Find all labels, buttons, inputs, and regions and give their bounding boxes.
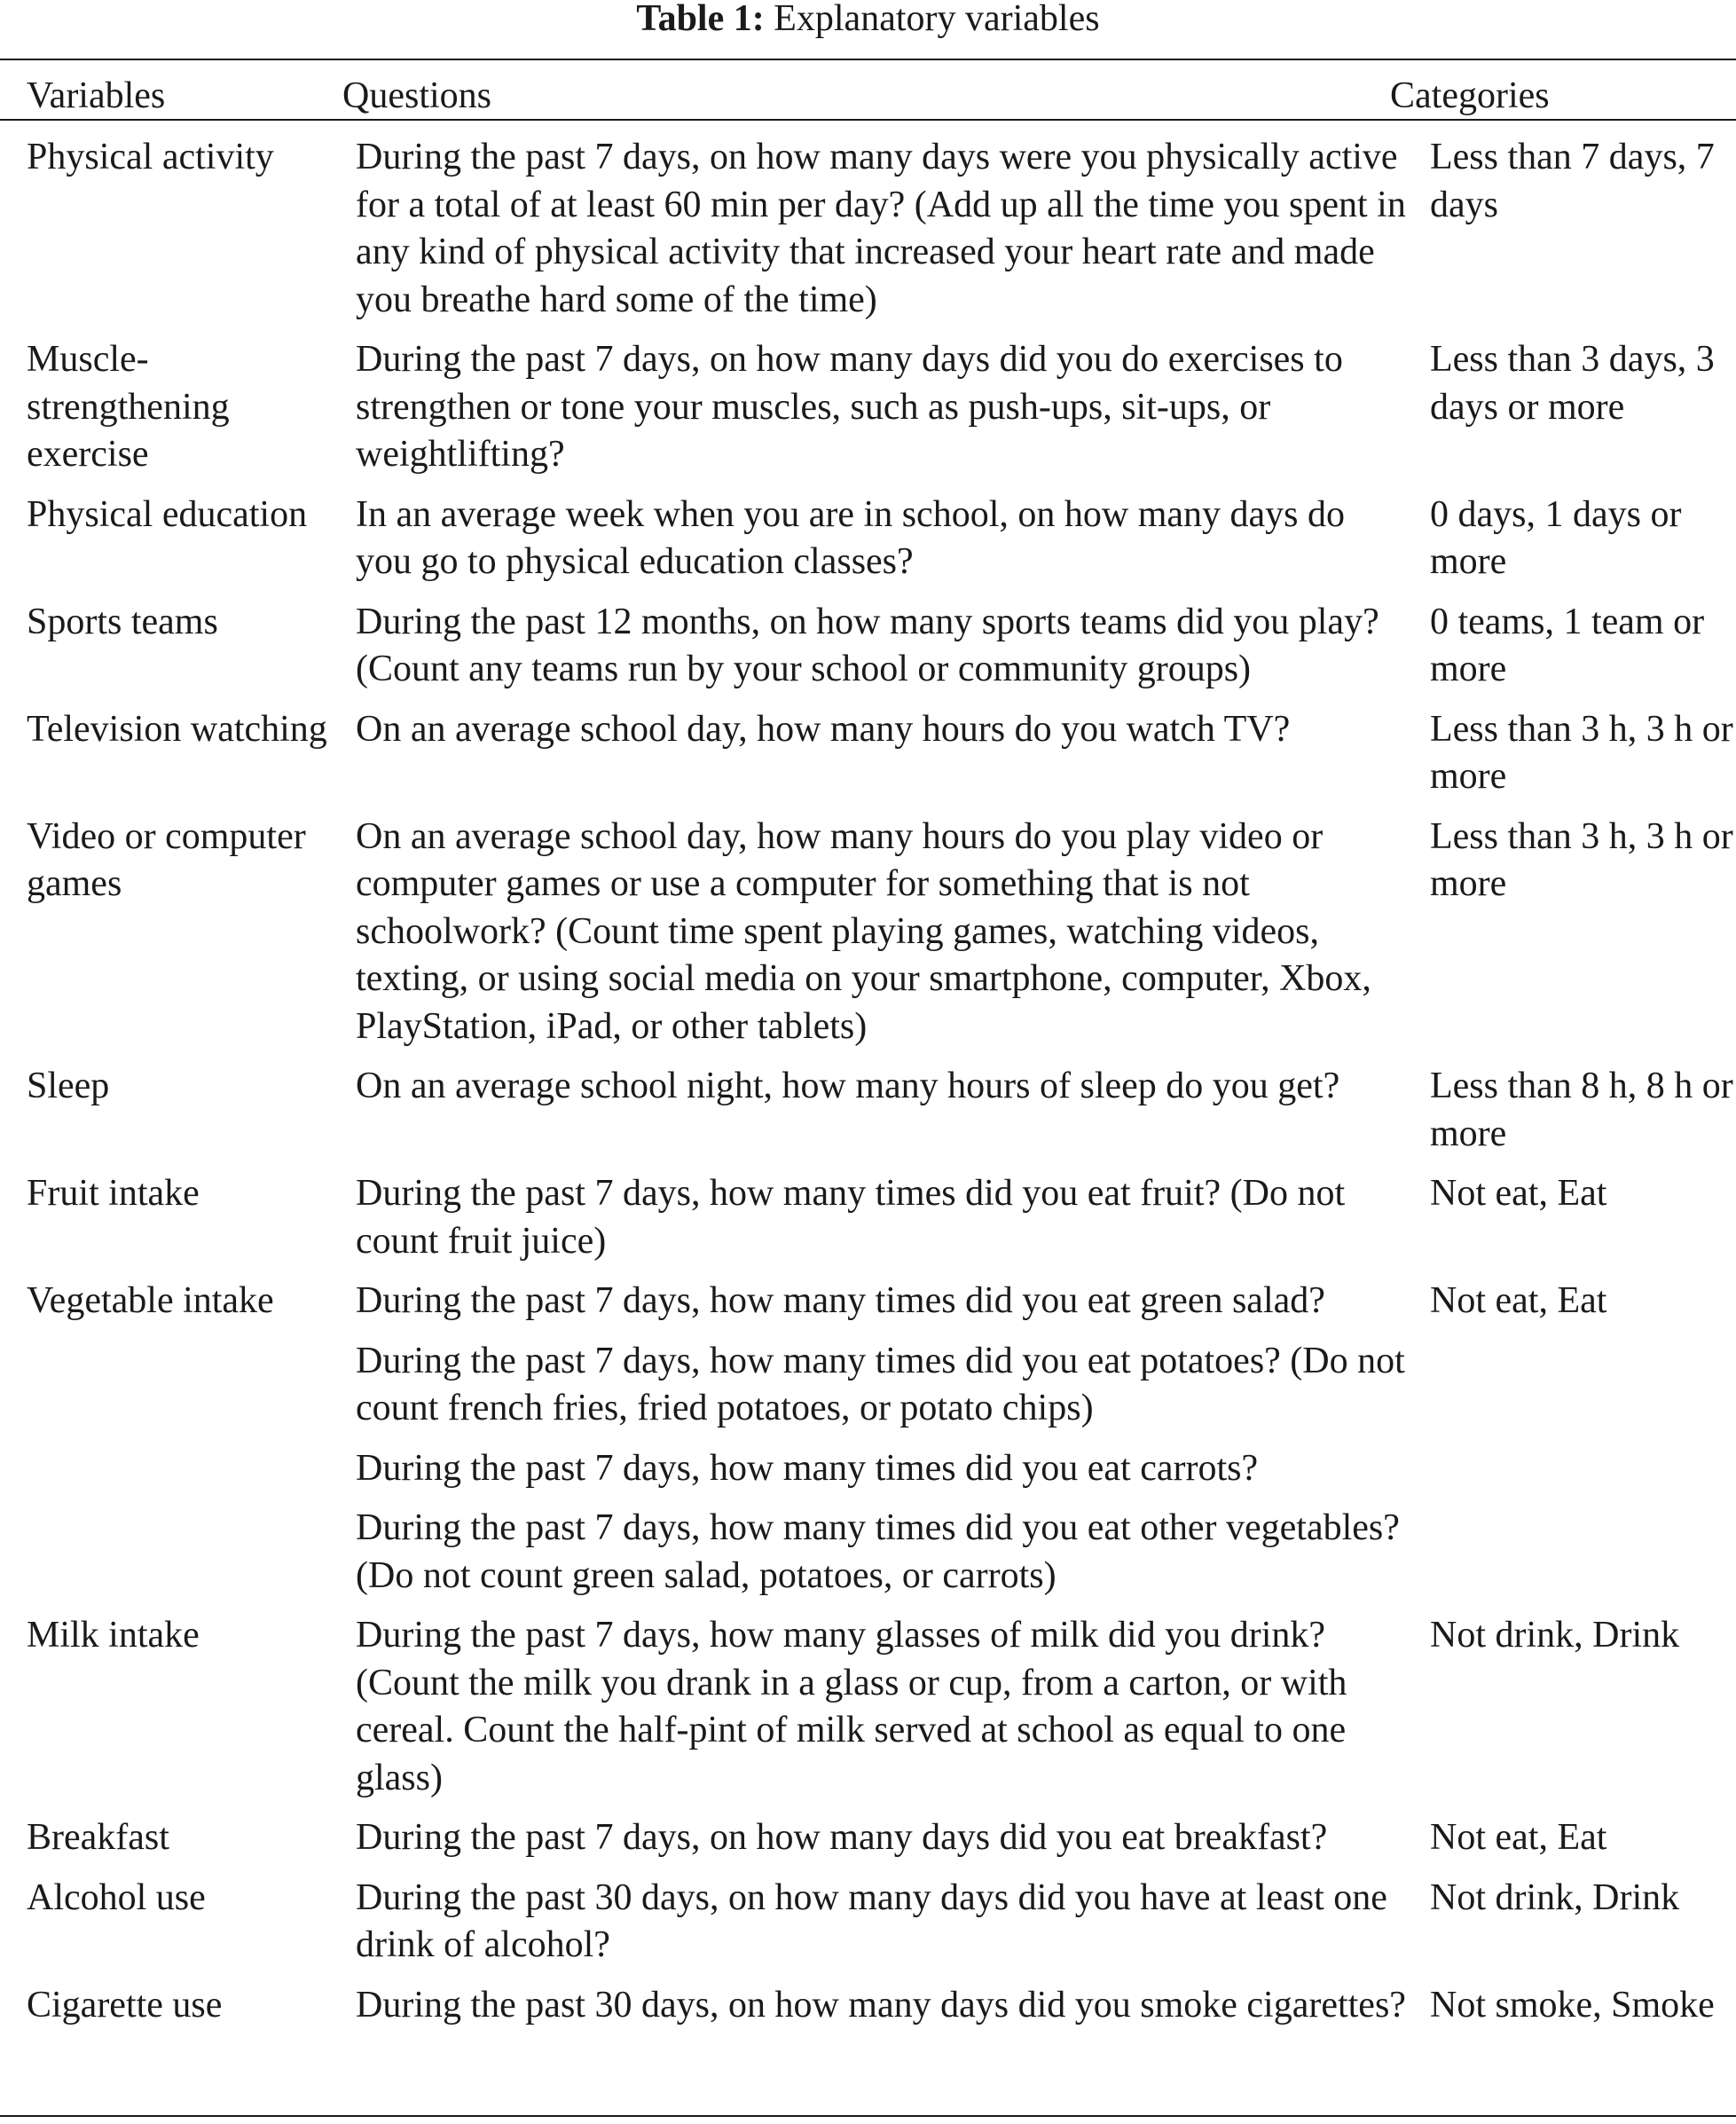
categories-cell: Less than 8 h, 8 h or more (1430, 1066, 1733, 1154)
questions-cell (342, 134, 1408, 324)
categories-cell: Not eat, Eat (1430, 1817, 1607, 1858)
table-row (0, 599, 1736, 694)
table-row (0, 1278, 1736, 1600)
variable-cell: Physical activity (27, 137, 274, 177)
variable-cell: Television watching (27, 708, 327, 750)
table-row (0, 1170, 1736, 1265)
question-text: In an average week when you are in school, on how many days do you go to physical education classes? (356, 493, 1345, 582)
caption-text: Explanatory variables (774, 0, 1100, 39)
question-text: During the past 7 days, how many times did you eat fruit? (Do not count fruit juice) (356, 1173, 1346, 1262)
table-row (0, 1612, 1736, 1802)
question-text: During the past 12 months, on how many sports teams did you play? (Count any teams run by your school or community groups) (356, 601, 1379, 689)
variable-cell: Muscle-strengthening exercise (27, 339, 230, 475)
top-rule (0, 59, 1736, 60)
header-variables: Variables (27, 75, 166, 116)
categories-cell: Not eat, Eat (1430, 1280, 1607, 1321)
question-text: During the past 7 days, how many times did you eat other vegetables? (Do not count green salad, potatoes, or carrots) (356, 1507, 1400, 1596)
variable-cell: Video or computer games (27, 815, 306, 904)
variable-cell: Sports teams (27, 601, 218, 642)
questions-cell (342, 706, 1408, 801)
categories-cell: Not smoke, Smoke (1430, 1984, 1715, 2026)
caption-label: Table 1: (636, 0, 765, 39)
variable-cell: Breakfast (27, 1817, 169, 1858)
categories-cell: 0 teams, 1 team or more (1430, 601, 1705, 689)
categories-cell: Less than 7 days, 7 days (1430, 137, 1715, 225)
questions-cell (342, 1875, 1408, 1970)
question-text: During the past 7 days, how many times did you eat potatoes? (Do not count french fries, fried potatoes, or potato chips) (356, 1340, 1405, 1428)
variable-cell: Milk intake (27, 1615, 200, 1656)
categories-cell: Not eat, Eat (1430, 1173, 1607, 1214)
questions-cell (342, 814, 1408, 1051)
variable-cell: Alcohol use (27, 1876, 206, 1918)
bottom-rule (0, 2115, 1736, 2117)
categories-cell: Less than 3 days, 3 days or more (1430, 339, 1715, 428)
questions-cell (342, 336, 1408, 479)
questions-cell (342, 1278, 1408, 1600)
table-row (0, 134, 1736, 324)
table-row (0, 336, 1736, 479)
questions-cell (342, 1982, 1408, 2030)
categories-cell: Not drink, Drink (1430, 1615, 1680, 1656)
table-row (0, 1814, 1736, 1862)
question-text: During the past 7 days, on how many days did you eat breakfast? (356, 1817, 1328, 1858)
categories-cell: Less than 3 h, 3 h or more (1430, 815, 1733, 904)
table-row (0, 1063, 1736, 1158)
table-body (0, 134, 1736, 2041)
table-row (0, 706, 1736, 801)
variable-cell: Sleep (27, 1066, 110, 1106)
table-caption (0, 0, 1736, 46)
variable-cell: Physical education (27, 493, 308, 535)
table-row (0, 1875, 1736, 1970)
variable-cell: Fruit intake (27, 1173, 200, 1214)
questions-cell (342, 1814, 1408, 1862)
categories-cell: Not drink, Drink (1430, 1876, 1680, 1918)
question-text: On an average school day, how many hours do you play video or computer games or use a computer for something that is not schoolwork? (Count time spent playing games, watching videos, texting, or using social media on your smartphone, computer, Xbox, PlayStation, iPad, or other tablets) (356, 815, 1371, 1047)
question-text: During the past 7 days, how many times did you eat green salad? (356, 1280, 1325, 1321)
variable-cell: Vegetable intake (27, 1280, 274, 1321)
question-text: During the past 7 days, how many times did you eat carrots? (356, 1447, 1259, 1489)
question-text: During the past 7 days, on how many days were you physically active for a total of at least 60 min per day? (Add up all the time you spent in any kind of physical activity that increased your heart rate and made you breathe hard some of the time) (356, 137, 1406, 320)
question-text: During the past 7 days, on how many days did you do exercises to strengthen or tone your muscles, such as push-ups, sit-ups, or weightlifting? (356, 339, 1343, 475)
table-row (0, 1982, 1736, 2030)
question-text: During the past 7 days, how many glasses of milk did you drink? (Count the milk you drank in a glass or cup, from a carton, or with cereal. Count the half-pint of milk served at school as equal to one glass) (356, 1615, 1347, 1798)
question-text: During the past 30 days, on how many days did you smoke cigarettes? (356, 1984, 1406, 2026)
questions-cell (342, 599, 1408, 694)
questions-cell (342, 1063, 1408, 1158)
questions-cell (342, 1612, 1408, 1802)
question-text: During the past 30 days, on how many days did you have at least one drink of alcohol? (356, 1876, 1387, 1965)
questions-cell (342, 1170, 1408, 1265)
question-text: On an average school day, how many hours do you watch TV? (356, 708, 1291, 750)
table-row (0, 814, 1736, 1051)
table-row (0, 492, 1736, 586)
variable-cell: Cigarette use (27, 1984, 223, 2026)
header-categories: Categories (1390, 75, 1550, 116)
header-rule (0, 119, 1736, 121)
question-text: On an average school night, how many hours of sleep do you get? (356, 1066, 1340, 1106)
categories-cell: Less than 3 h, 3 h or more (1430, 708, 1733, 797)
categories-cell: 0 days, 1 days or more (1430, 493, 1682, 582)
header-questions: Questions (342, 75, 491, 116)
questions-cell (342, 492, 1408, 586)
